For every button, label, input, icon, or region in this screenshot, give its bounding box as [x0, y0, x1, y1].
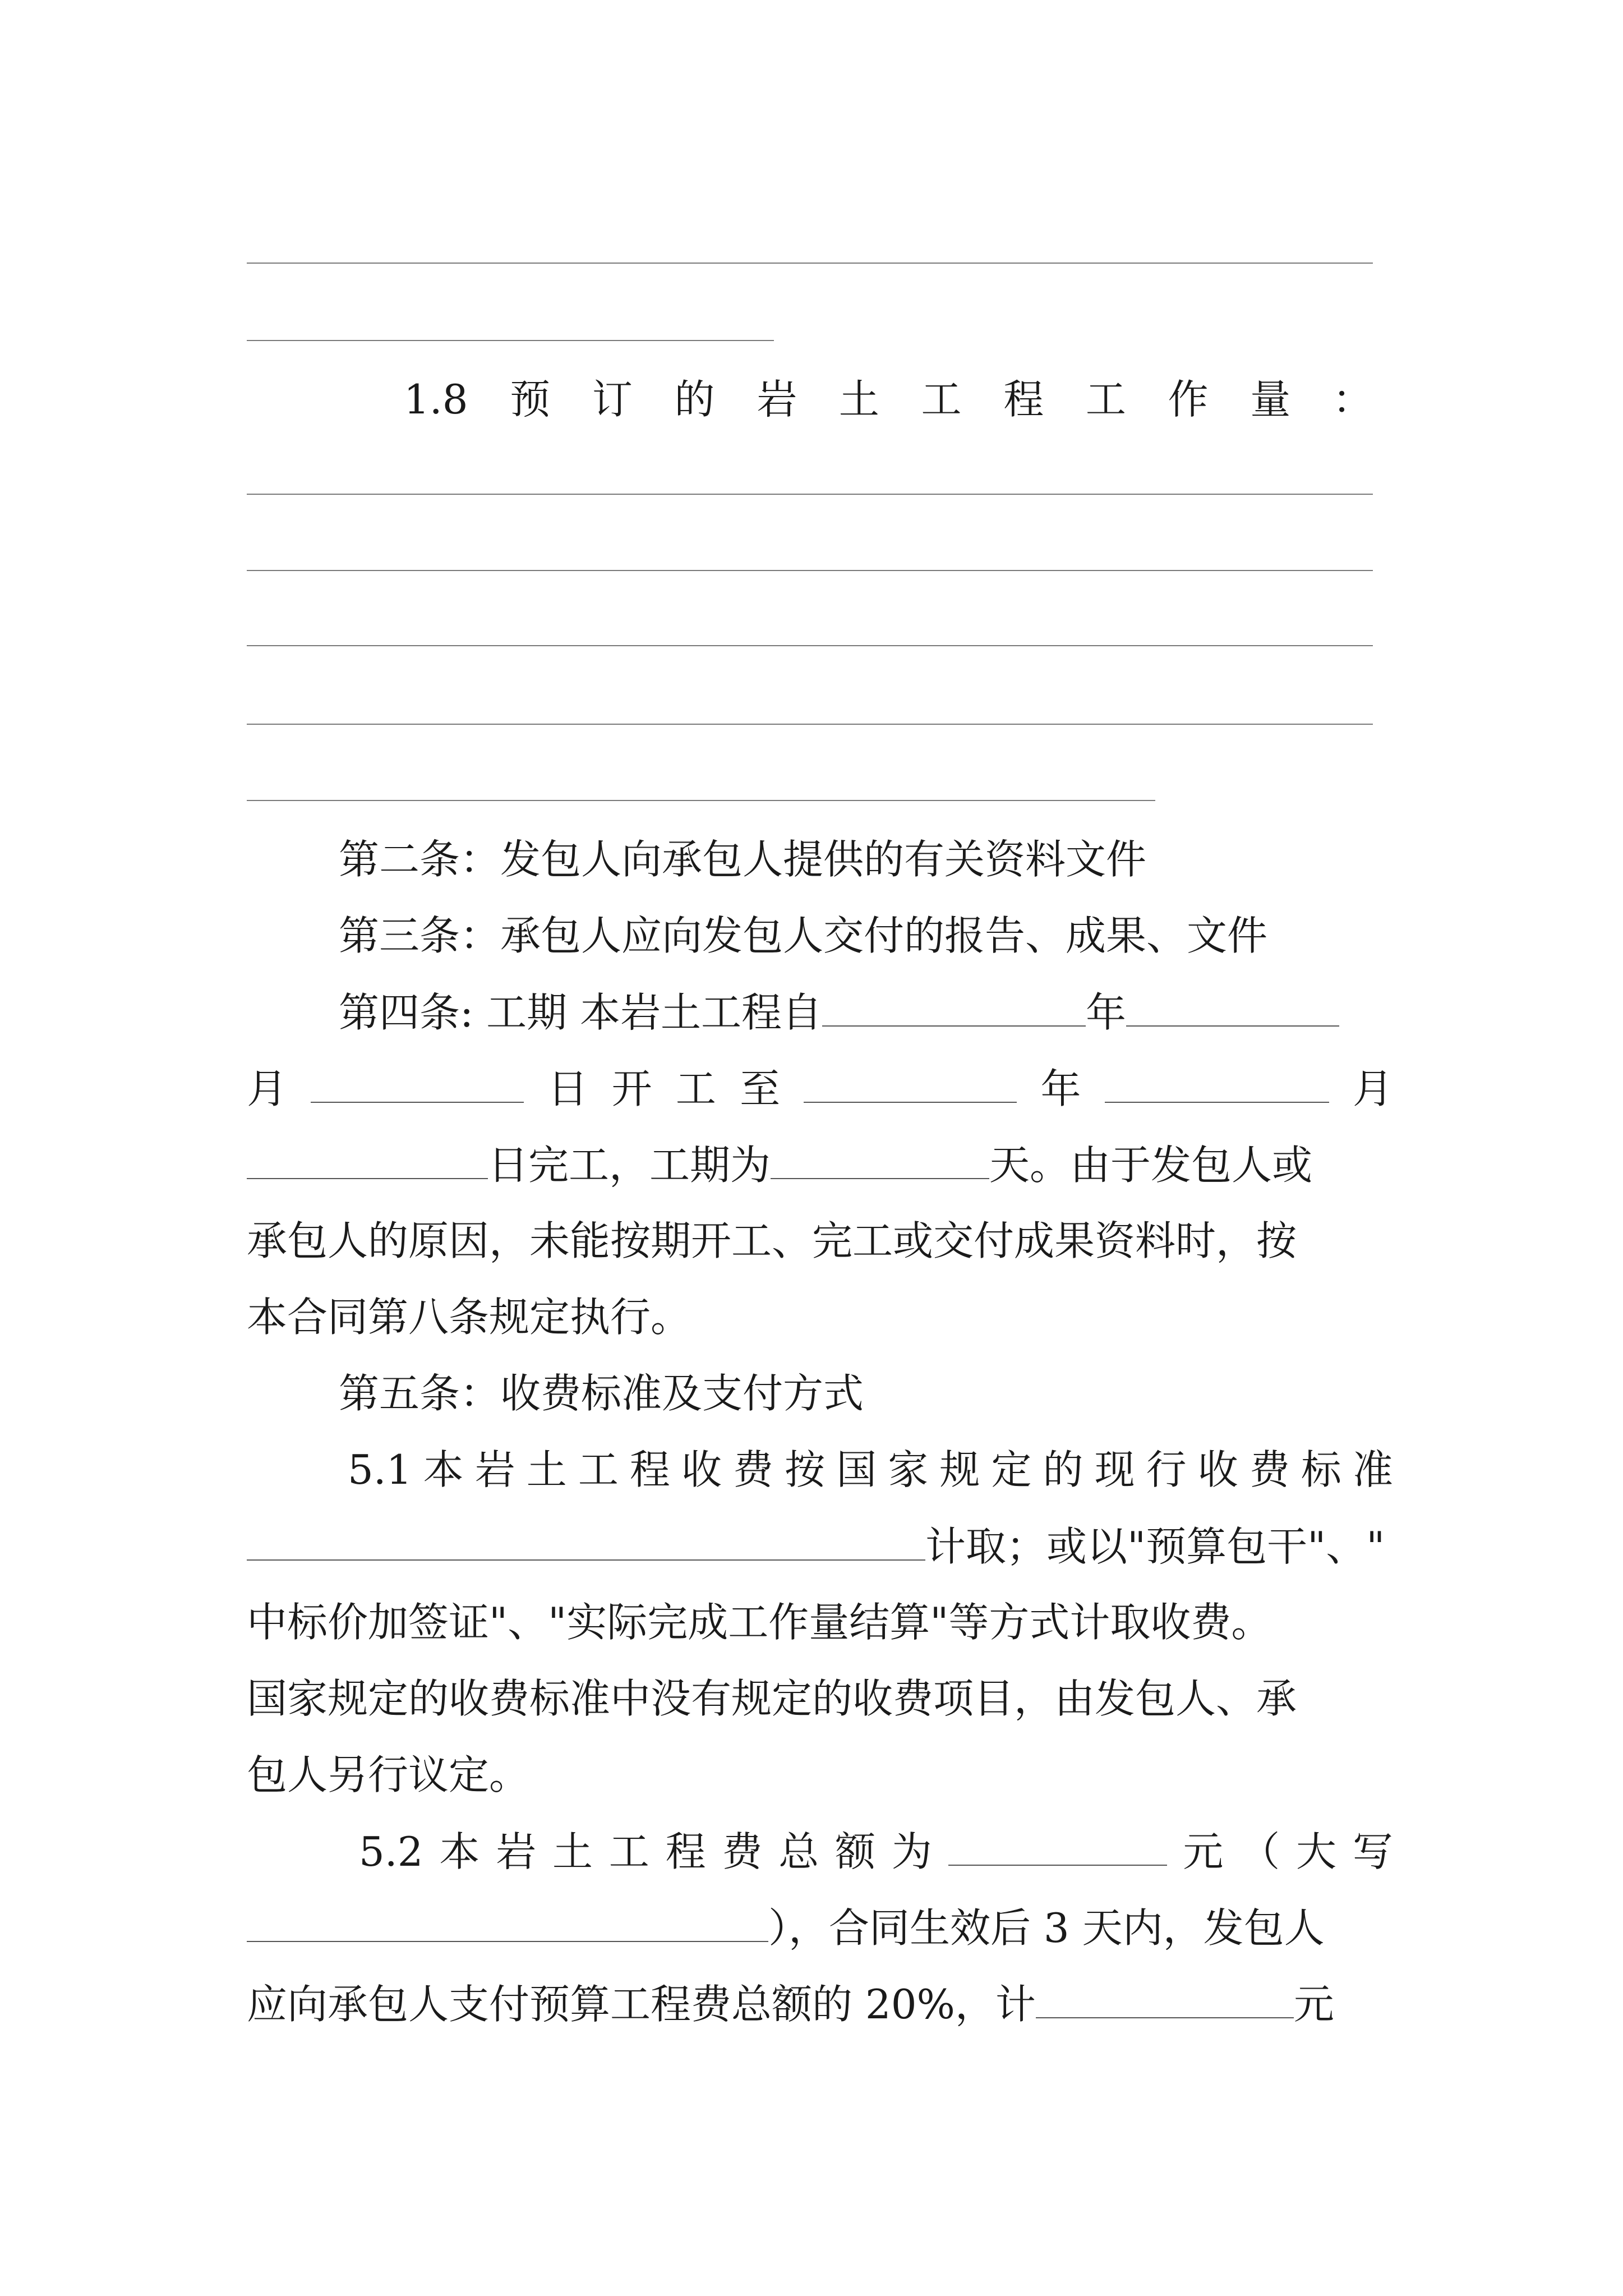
- clause-number: 5.1: [348, 1446, 412, 1493]
- year-label: 年: [1086, 989, 1127, 1036]
- section-number: 1.8: [404, 376, 468, 423]
- heading-char: 作: [1168, 376, 1209, 423]
- article-4-line-3: [247, 1138, 1312, 1192]
- text-char: 的: [1043, 1446, 1083, 1493]
- article-5-1-line-4: 国家规定的收费标准中没有规定的收费项目，由发包人、承: [247, 1675, 1297, 1722]
- article-4-intro: 第四条: 工期 本岩土工程自: [339, 989, 823, 1036]
- text-char: 土: [552, 1828, 593, 1875]
- article-5-2-line-3: [247, 1977, 1393, 2031]
- text-char: 岩: [474, 1446, 515, 1493]
- heading-char: 预: [510, 376, 551, 423]
- end-month-blank: [1105, 1061, 1329, 1103]
- heading-char: 工: [1085, 376, 1126, 423]
- day-label: 日: [547, 1065, 588, 1112]
- text-char: 准: [1352, 1446, 1393, 1493]
- text-char: 费: [722, 1828, 763, 1875]
- text-char: 程: [629, 1446, 670, 1493]
- blank-rule: [247, 263, 1373, 264]
- start-month-blank: [1126, 985, 1339, 1027]
- start-day-blank: [311, 1061, 524, 1103]
- pricing-methods-text: 计取；或以"预算包干"、": [925, 1523, 1385, 1570]
- article-4-line-5: 本合同第八条规定执行。: [247, 1294, 691, 1341]
- text-char: 总: [778, 1828, 819, 1875]
- clause-number: 5.2: [359, 1828, 423, 1875]
- heading-char: 订: [592, 376, 633, 423]
- text-char: 为: [891, 1828, 932, 1875]
- month-label: 月: [247, 1065, 288, 1112]
- section-1-8-heading: [404, 372, 1373, 426]
- text-char: 工: [608, 1828, 649, 1875]
- text-char: 费: [733, 1446, 774, 1493]
- year-label: 年: [1040, 1065, 1081, 1112]
- advance-amount-blank: [1036, 1977, 1294, 2018]
- amount-uppercase-blank: [247, 1901, 768, 1942]
- month-label: 月: [1352, 1065, 1393, 1112]
- text-char: 行: [1146, 1446, 1187, 1493]
- text-char: 大: [1296, 1828, 1337, 1875]
- article-3: 第三条：承包人应向发包人交付的报告、成果、文件: [339, 912, 1268, 959]
- payment-terms-text: ），合同生效后 3 天内，发包人: [768, 1904, 1325, 1952]
- blank-rule: [247, 724, 1373, 725]
- heading-char: 量: [1250, 376, 1291, 423]
- text-char: （: [1239, 1828, 1280, 1875]
- start-year-blank: [822, 985, 1086, 1027]
- article-5-2-line-1: [359, 1824, 1393, 1879]
- heading-char: 程: [1003, 376, 1044, 423]
- text-char: 工: [675, 1065, 716, 1112]
- text-char: 规: [939, 1446, 980, 1493]
- end-year-blank: [804, 1061, 1017, 1103]
- text-char: 本: [423, 1446, 464, 1493]
- article-5-1-line-3: 中标价加签证"、"实际完成工作量结算"等方式计取收费。: [247, 1599, 1272, 1646]
- article-4-line-1: [339, 985, 1393, 1039]
- yuan-label: 元: [1293, 1981, 1334, 2028]
- blank-rule: [247, 340, 774, 341]
- text-char: 程: [665, 1828, 706, 1875]
- text-char: 家: [888, 1446, 929, 1493]
- total-amount-blank: [948, 1824, 1167, 1866]
- end-day-blank: [247, 1138, 488, 1179]
- article-5-1-line-1: [348, 1443, 1393, 1497]
- article-5-title: 第五条：收费标准及支付方式: [339, 1370, 864, 1417]
- text-char: 现: [1094, 1446, 1135, 1493]
- blank-rule: [247, 800, 1155, 801]
- text-char: 开: [611, 1065, 652, 1112]
- advance-payment-text: 应向承包人支付预算工程费总额的 20%，计: [247, 1981, 1036, 2028]
- article-4-line-2: [247, 1061, 1393, 1116]
- heading-char: 土: [838, 376, 879, 423]
- text-char: 工: [578, 1446, 619, 1493]
- article-5-1-line-5: 包人另行议定。: [247, 1751, 530, 1798]
- heading-char: 的: [674, 376, 715, 423]
- article-5-1-line-2: [247, 1519, 1385, 1573]
- completion-text: 日完工，工期为: [488, 1142, 771, 1189]
- text-char: 定: [991, 1446, 1032, 1493]
- blank-rule: [247, 645, 1373, 646]
- heading-char: 工: [921, 376, 962, 423]
- duration-blank: [771, 1138, 989, 1179]
- blank-rule: [247, 570, 1373, 571]
- text-char: 至: [740, 1065, 781, 1112]
- heading-char: ：: [1332, 376, 1373, 423]
- text-char: 收: [681, 1446, 722, 1493]
- text-char: 收: [1197, 1446, 1238, 1493]
- article-5-2-line-2: [247, 1901, 1325, 1955]
- delay-text: 天。由于发包人或: [989, 1142, 1313, 1189]
- article-4-line-4: 承包人的原因，未能按期开工、完工或交付成果资料时，按: [247, 1217, 1297, 1264]
- text-char: 写: [1352, 1828, 1393, 1875]
- text-char: 岩: [496, 1828, 537, 1875]
- text-char: 本: [439, 1828, 480, 1875]
- text-char: 土: [526, 1446, 567, 1493]
- text-char: 按: [785, 1446, 826, 1493]
- text-char: 国: [836, 1446, 877, 1493]
- text-char: 元: [1183, 1828, 1224, 1875]
- fee-standard-blank: [247, 1519, 925, 1561]
- text-char: 费: [1249, 1446, 1290, 1493]
- blank-rule: [247, 494, 1373, 495]
- heading-char: 岩: [757, 376, 797, 423]
- text-char: 标: [1301, 1446, 1341, 1493]
- text-char: 额: [835, 1828, 876, 1875]
- article-2: 第二条：发包人向承包人提供的有关资料文件: [339, 836, 1147, 883]
